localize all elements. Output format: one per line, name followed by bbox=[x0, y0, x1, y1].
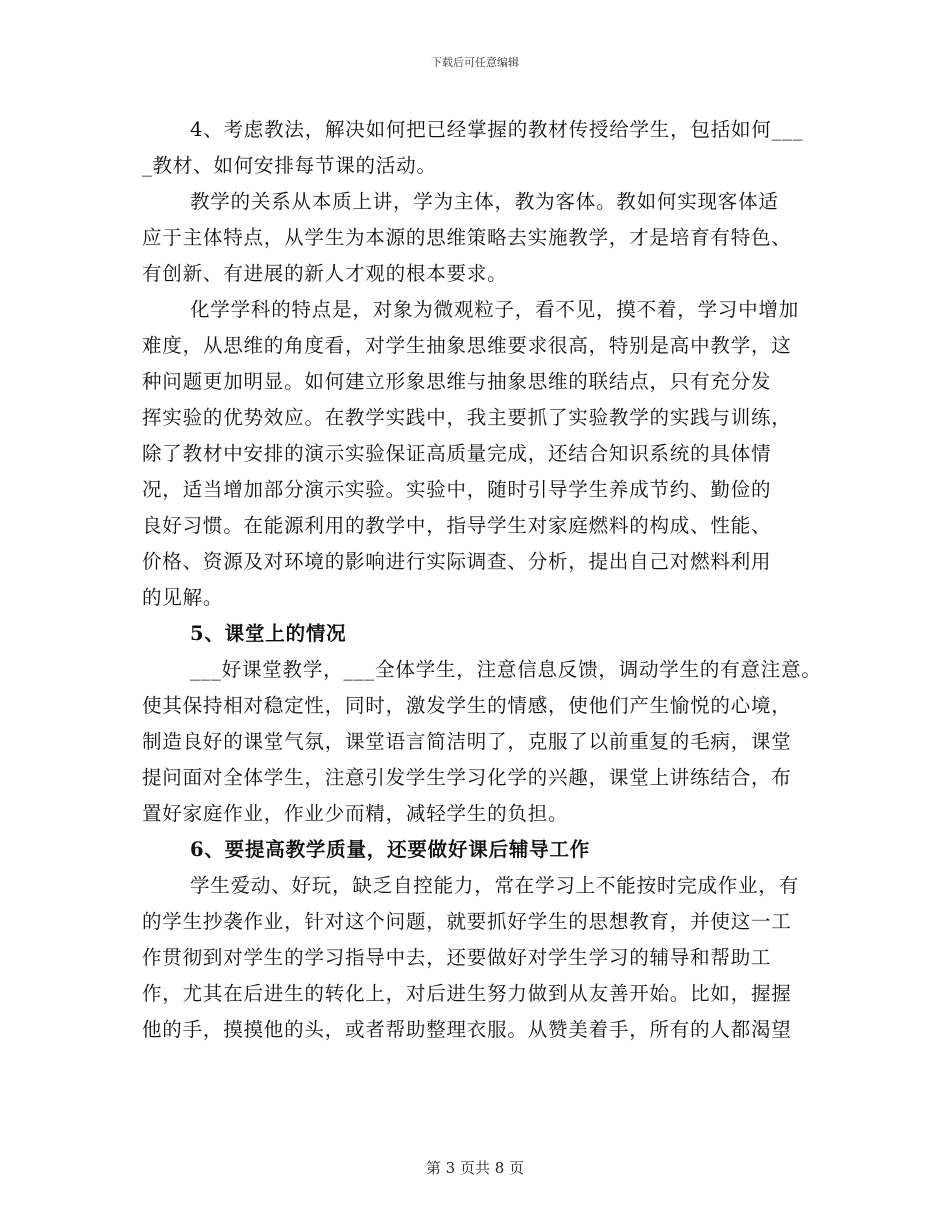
text-line: 作贯彻到对学生的学习指导中去，还要做好对学生学习的辅导和帮助工 bbox=[142, 946, 772, 969]
text-line: 价格、资源及对环境的影响进行实际调查、分析，提出自己对燃料利用 bbox=[142, 550, 772, 573]
text-line: 难度，从思维的角度看，对学生抽象思维要求很高，特别是高中教学，这 bbox=[142, 334, 792, 357]
text-line: 化学学科的特点是，对象为微观粒子，看不见，摸不着，学习中增加 bbox=[190, 298, 800, 321]
text-line: 作，尤其在后进生的转化上，对后进生努力做到从友善开始。比如，握握 bbox=[142, 982, 792, 1005]
page-header: 下载后可任意编辑 bbox=[431, 56, 519, 69]
section-heading: 5、课堂上的情况 bbox=[190, 622, 347, 645]
text-line: 应于主体特点，从学生为本源的思维策略去实施教学，才是培育有特色、 bbox=[142, 226, 792, 249]
text-line: 良好习惯。在能源利用的教学中，指导学生对家庭燃料的构成、性能、 bbox=[142, 514, 772, 537]
text-line: 提问面对全体学生，注意引发学生学习化学的兴趣，课堂上讲练结合，布 bbox=[142, 766, 792, 789]
text-line: 4、考虑教法，解决如何把已经掌握的教材传授给学生，包括如何___ bbox=[190, 118, 804, 141]
page-number: 第 3 页共 8 页 bbox=[425, 1159, 525, 1177]
text-line: 有创新、有进展的新人才观的根本要求。 bbox=[142, 262, 508, 285]
text-line: 种问题更加明显。如何建立形象思维与抽象思维的联结点，只有充分发 bbox=[142, 370, 772, 393]
text-line: 制造良好的课堂气氛，课堂语言简洁明了，克服了以前重复的毛病，课堂 bbox=[142, 730, 792, 753]
text-line: 除了教材中安排的演示实验保证高质量完成，还结合知识系统的具体情 bbox=[142, 442, 772, 465]
text-line: 教学的关系从本质上讲，学为主体，教为客体。教如何实现客体适 bbox=[190, 190, 779, 213]
text-line: 的见解。 bbox=[142, 586, 224, 609]
text-line: 置好家庭作业，作业少而精，减轻学生的负担。 bbox=[142, 802, 569, 825]
text-line: ___好课堂教学，___全体学生，注意信息反馈，调动学生的有意注意。 bbox=[190, 658, 822, 681]
text-line: 的学生抄袭作业，针对这个问题，就要抓好学生的思想教育，并使这一工 bbox=[142, 910, 792, 933]
section-heading: 6、要提高教学质量，还要做好课后辅导工作 bbox=[190, 838, 591, 861]
text-line: 挥实验的优势效应。在教学实践中，我主要抓了实验教学的实践与训练， bbox=[142, 406, 792, 429]
text-line: 使其保持相对稳定性，同时，激发学生的情感，使他们产生愉悦的心境， bbox=[142, 694, 792, 717]
text-line: 学生爱动、好玩，缺乏自控能力，常在学习上不能按时完成作业，有 bbox=[190, 874, 800, 897]
text-line: _教材、如何安排每节课的活动。 bbox=[142, 154, 437, 177]
document-body bbox=[142, 112, 822, 1048]
text-line: 他的手，摸摸他的头，或者帮助整理衣服。从赞美着手，所有的人都渴望 bbox=[142, 1018, 792, 1041]
text-line: 况，适当增加部分演示实验。实验中，随时引导学生养成节约、勤俭的 bbox=[142, 478, 772, 501]
